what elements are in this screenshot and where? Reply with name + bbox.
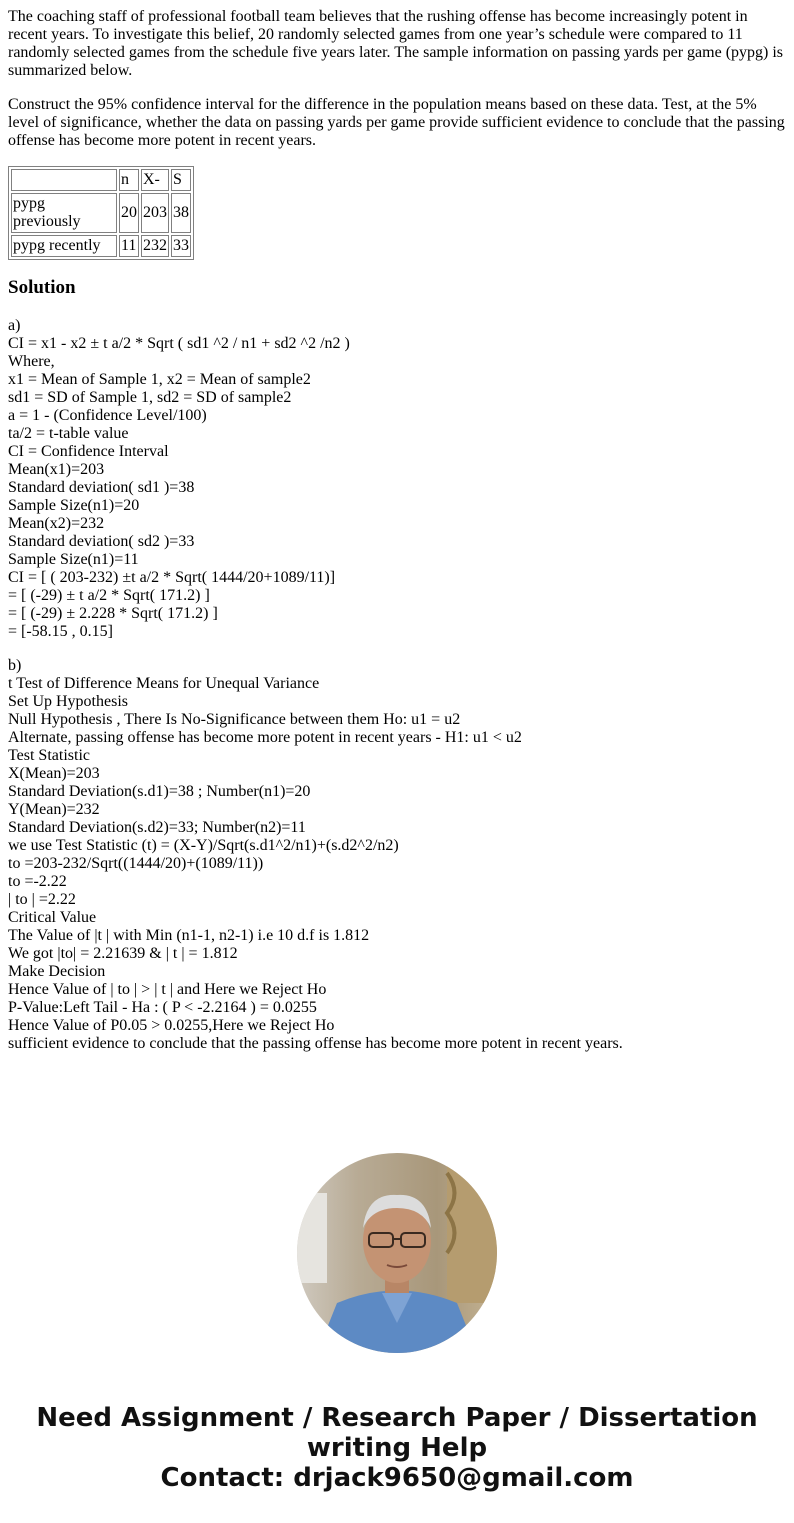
solution-line: Test Statistic bbox=[8, 747, 90, 764]
solution-heading: Solution bbox=[8, 277, 76, 298]
table-cell: 20 bbox=[119, 193, 139, 233]
table-header-cell bbox=[11, 169, 117, 191]
promo-banner bbox=[0, 1403, 794, 1493]
spacer bbox=[8, 641, 788, 657]
table-cell: 232 bbox=[141, 235, 169, 257]
solution-line: a) bbox=[8, 317, 21, 334]
solution-line: | to | =2.22 bbox=[8, 891, 76, 908]
solution-line: we use Test Statistic (t) = (X-Y)/Sqrt(s.d1^2/n1)+(s.d2^2/n2) bbox=[8, 837, 399, 854]
question-paragraph-2: Construct the 95% confidence interval for the difference in the population means based on these data. Test, at the 5% level of significance, whether the data on passing yards per game provide sufficient evidence to conclude that the passing offense has become more potent in recent years. bbox=[8, 96, 785, 149]
solution-line: CI = Confidence Interval bbox=[8, 443, 169, 460]
solution-line: to =-2.22 bbox=[8, 873, 67, 890]
table-row bbox=[11, 193, 191, 233]
solution-line: CI = x1 - x2 ± t a/2 * Sqrt ( sd1 ^2 / n1 + sd2 ^2 /n2 ) bbox=[8, 335, 350, 352]
table-row bbox=[11, 235, 191, 257]
solution-line: t Test of Difference Means for Unequal Variance bbox=[8, 675, 320, 692]
solution-line: x1 = Mean of Sample 1, x2 = Mean of sample2 bbox=[8, 371, 311, 388]
table-cell: pypg recently bbox=[11, 235, 117, 257]
author-photo-icon bbox=[297, 1153, 497, 1353]
promo-line-1: Need Assignment / Research Paper / Dissertation bbox=[36, 1403, 758, 1433]
solution-line: Alternate, passing offense has become more potent in recent years - H1: u1 < u2 bbox=[8, 729, 522, 746]
solution-line: Where, bbox=[8, 353, 55, 370]
table-cell: 11 bbox=[119, 235, 139, 257]
table-header-row bbox=[11, 169, 191, 191]
solution-line: Null Hypothesis , There Is No-Significance between them Ho: u1 = u2 bbox=[8, 711, 461, 728]
promo-line-2: writing Help bbox=[306, 1433, 488, 1463]
solution-line: Sample Size(n1)=20 bbox=[8, 497, 140, 514]
solution-line: Critical Value bbox=[8, 909, 97, 926]
solution-line: Standard Deviation(s.d1)=38 ; Number(n1)=20 bbox=[8, 783, 311, 800]
solution-line: Set Up Hypothesis bbox=[8, 693, 128, 710]
solution-part-a bbox=[8, 317, 788, 641]
document-content bbox=[8, 0, 788, 1053]
solution-line: Standard Deviation(s.d2)=33; Number(n2)=11 bbox=[8, 819, 306, 836]
promo-contact: Contact: drjack9650@gmail.com bbox=[160, 1463, 634, 1493]
table-cell: 38 bbox=[171, 193, 191, 233]
summary-table bbox=[8, 166, 194, 260]
table-cell: 33 bbox=[171, 235, 191, 257]
solution-line: = [ (-29) ± t a/2 * Sqrt( 171.2) ] bbox=[8, 587, 210, 604]
solution-line: We got |to| = 2.21639 & | t | = 1.812 bbox=[8, 945, 238, 962]
table-cell: 203 bbox=[141, 193, 169, 233]
solution-line: Y(Mean)=232 bbox=[8, 801, 100, 818]
solution-line: Hence Value of P0.05 > 0.0255,Here we Reject Ho bbox=[8, 1017, 335, 1034]
solution-part-b bbox=[8, 657, 788, 1053]
solution-line: = [ (-29) ± 2.228 * Sqrt( 171.2) ] bbox=[8, 605, 218, 622]
table-header-cell: X- bbox=[141, 169, 169, 191]
solution-line: sd1 = SD of Sample 1, sd2 = SD of sample2 bbox=[8, 389, 292, 406]
solution-line: Sample Size(n1)=11 bbox=[8, 551, 139, 568]
question-paragraph-1: The coaching staff of professional football team believes that the rushing offense has become increasingly potent in recent years. To investigate this belief, 20 randomly selected games from one year’s schedule were compared to 11 randomly selected games from the schedule five years later. The sample information on passing yards per game (pypg) is summarized below. bbox=[8, 8, 784, 79]
table-cell: pypg previously bbox=[11, 193, 117, 233]
author-avatar bbox=[297, 1153, 497, 1353]
table-header-cell: S bbox=[171, 169, 191, 191]
table-header-cell: n bbox=[119, 169, 139, 191]
solution-line: Mean(x2)=232 bbox=[8, 515, 105, 532]
solution-line: Standard deviation( sd2 )=33 bbox=[8, 533, 195, 550]
solution-line: = [-58.15 , 0.15] bbox=[8, 623, 114, 640]
solution-line: a = 1 - (Confidence Level/100) bbox=[8, 407, 207, 424]
solution-line: P-Value:Left Tail - Ha : ( P < -2.2164 ) = 0.0255 bbox=[8, 999, 317, 1016]
solution-line: Make Decision bbox=[8, 963, 106, 980]
solution-line: Mean(x1)=203 bbox=[8, 461, 105, 478]
solution-line: X(Mean)=203 bbox=[8, 765, 100, 782]
solution-line: to =203-232/Sqrt((1444/20)+(1089/11)) bbox=[8, 855, 264, 872]
solution-line: b) bbox=[8, 657, 22, 674]
solution-line: Hence Value of | to | > | t | and Here we Reject Ho bbox=[8, 981, 327, 998]
solution-line: CI = [ ( 203-232) ±t a/2 * Sqrt( 1444/20+1089/11)] bbox=[8, 569, 336, 586]
solution-line: sufficient evidence to conclude that the passing offense has become more potent in recent years. bbox=[8, 1035, 623, 1052]
solution-line: The Value of |t | with Min (n1-1, n2-1) i.e 10 d.f is 1.812 bbox=[8, 927, 370, 944]
solution-line: ta/2 = t-table value bbox=[8, 425, 129, 442]
solution-line: Standard deviation( sd1 )=38 bbox=[8, 479, 195, 496]
